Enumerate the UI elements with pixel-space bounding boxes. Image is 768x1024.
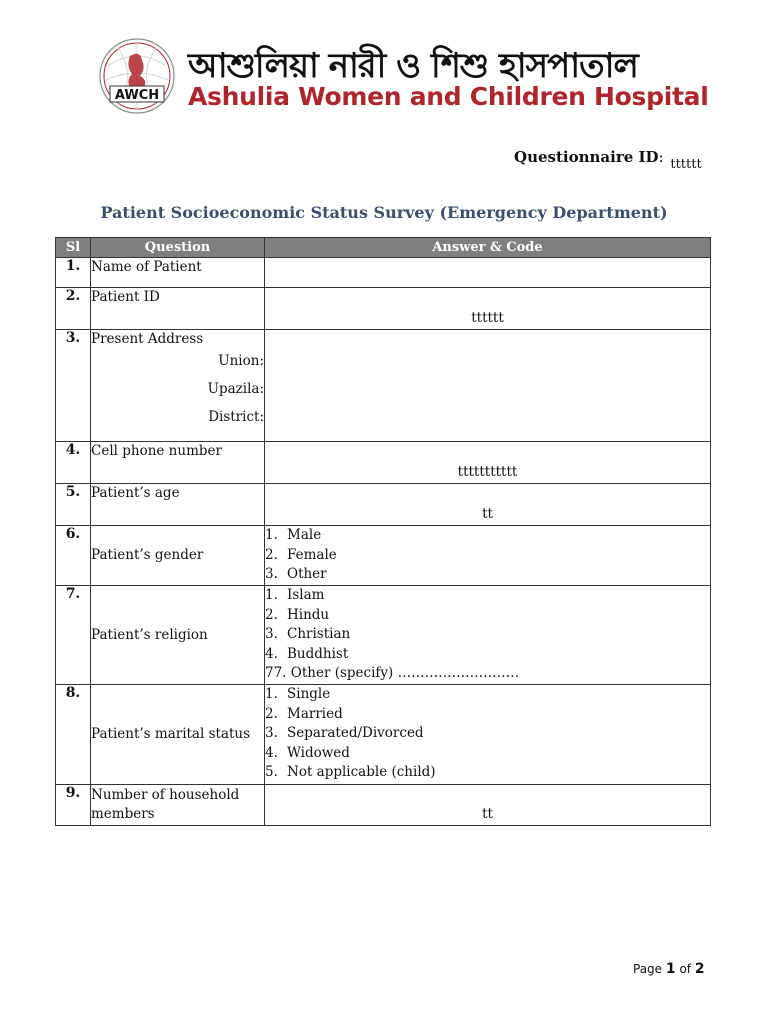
address-answer-field[interactable] [265,330,711,442]
question-text: Cell phone number [91,442,265,484]
table-row [56,685,711,785]
option-item[interactable] [265,645,710,665]
table-row [56,330,711,442]
question-text: Present Address [91,331,204,347]
table-row [56,288,711,330]
option-code: 1. [265,686,278,702]
answer-field[interactable] [265,785,711,826]
question-text: Patient’s gender [91,526,265,586]
row-number: 9. [56,785,91,826]
upazila-label: Upazila: [207,381,264,397]
row-number: 5. [56,484,91,526]
option-label: Widowed [287,744,350,761]
option-code: 4. [265,744,278,761]
option-label: Not applicable (child) [287,764,436,781]
table-row [56,526,711,586]
header-question: Question [91,238,265,258]
option-item[interactable] [265,625,710,645]
question-text: Patient’s religion [91,586,265,685]
option-code: 5. [265,764,278,781]
option-code: 4. [265,645,278,662]
option-label: Married [287,705,343,722]
hospital-header [96,36,709,120]
answer-field[interactable] [265,288,711,330]
table-row [56,442,711,484]
answer-field[interactable] [265,442,711,484]
option-item[interactable] [265,763,710,783]
address-question-cell [91,330,265,442]
survey-title: Patient Socioeconomic Status Survey (Emergency Department) [100,203,668,222]
option-item[interactable] [265,546,710,566]
english-hospital-name: Ashulia Women and Children Hospital [188,82,709,111]
question-text: Name of Patient [91,258,265,288]
option-item[interactable] [265,724,710,744]
option-code: 2. [265,705,278,722]
option-label: Female [287,546,337,563]
row-number: 1. [56,258,91,288]
questionnaire-id: Questionnaire ID: tttttt [514,148,702,172]
answer-options [265,685,711,785]
logo-text: AWCH [114,88,160,103]
row-number: 6. [56,526,91,586]
question-text: Patient ID [91,288,265,330]
questionnaire-id-value: tttttt [670,157,702,172]
survey-table [55,237,711,826]
option-label: Separated/Divorced [287,725,424,742]
answer-options [265,526,711,586]
answer-field[interactable] [265,484,711,526]
table-row [56,484,711,526]
option-item[interactable] [265,526,710,546]
header-sl: Sl [56,238,91,258]
total-pages: 2 [694,961,705,977]
of-word: of [679,962,692,976]
table-row [56,785,711,826]
answer-field[interactable] [265,258,711,288]
option-code: 1. [265,527,278,543]
answer-options [265,586,711,685]
answer-value: tt [482,806,493,823]
row-number: 3. [56,330,91,442]
option-code: 2. [265,546,278,563]
awch-logo-icon [96,36,178,116]
option-code: 3. [265,566,278,583]
option-label: Christian [287,626,351,643]
question-text: Patient’s marital status [91,685,265,785]
answer-value: tttttt [471,310,504,327]
answer-value: ttttttttttt [457,464,518,481]
option-label: Islam [287,587,325,603]
bangla-hospital-name: আশুলিয়া নারী ও শিশু হাসপাতাল [188,46,638,86]
option-item[interactable] [265,744,710,764]
option-code: 1. [265,587,278,603]
option-item[interactable] [265,606,710,626]
page-word: Page [633,962,663,976]
row-number: 8. [56,685,91,785]
question-text: Number of household members [91,785,265,826]
row-number: 7. [56,586,91,685]
row-number: 4. [56,442,91,484]
option-item[interactable] [265,685,710,705]
option-label: Other (specify) ……………………… [290,665,520,682]
district-label: District: [208,409,264,425]
option-code: 3. [265,725,278,742]
table-header-row [56,238,711,258]
option-item[interactable] [265,565,710,585]
table-row [56,586,711,685]
page-footer [633,961,705,977]
option-code: 77. [265,665,287,682]
option-label: Hindu [287,606,330,623]
option-label: Single [287,686,331,702]
union-label: Union: [218,353,264,369]
row-number: 2. [56,288,91,330]
table-row [56,258,711,288]
header-answer: Answer & Code [265,238,711,258]
option-label: Buddhist [287,645,349,662]
option-item[interactable] [265,664,710,684]
questionnaire-id-label: Questionnaire ID [514,148,659,166]
option-item[interactable] [265,586,710,606]
option-code: 3. [265,626,278,643]
option-code: 2. [265,606,278,623]
option-item[interactable] [265,705,710,725]
answer-value: tt [482,506,493,523]
option-label: Male [287,527,322,543]
question-text: Patient’s age [91,484,265,526]
current-page: 1 [665,961,676,977]
option-label: Other [287,566,327,583]
